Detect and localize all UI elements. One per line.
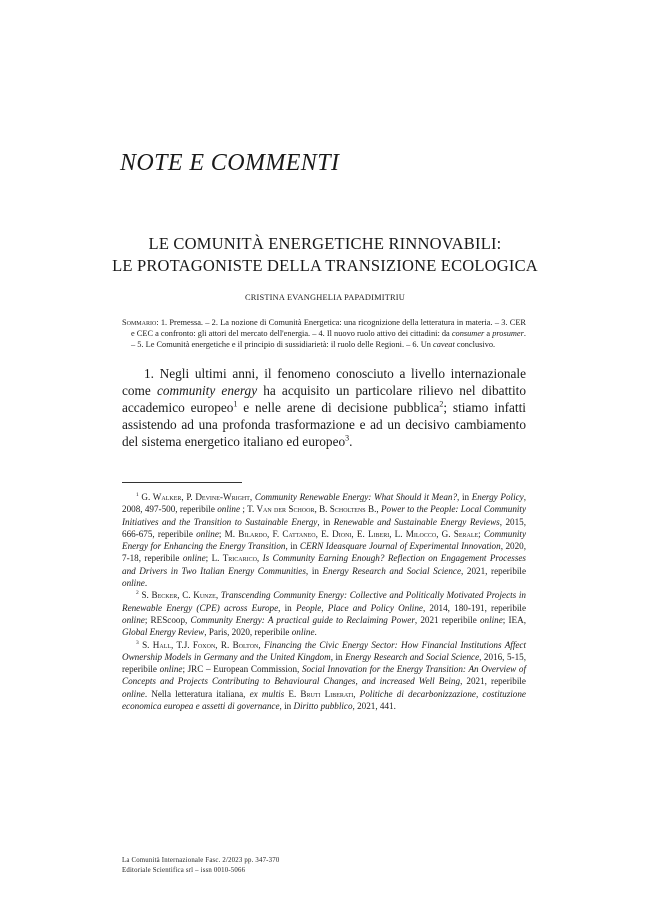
footnotes bbox=[122, 491, 526, 712]
article-title-line-2: LE PROTAGONISTE DELLA TRANSIZIONE ECOLOGICA bbox=[112, 256, 538, 275]
page-footer bbox=[122, 856, 279, 876]
publisher-line: Editoriale Scientifica srl – issn 0010-5066 bbox=[122, 867, 246, 874]
section-heading: NOTE E COMMENTI bbox=[120, 150, 340, 176]
summary-label: Sommario bbox=[122, 318, 157, 327]
body-paragraph: 1. Negli ultimi anni, il fenomeno conosciuto a livello internazionale come community energy ha acquisito un particolare rilievo nel dibattito accademico europeo$^1$ e nelle arene di decisione pubblica$^2$; stiamo infatti assistendo ad una profonda trasformazione e ad un decisivo cambiamento del sistema energetico italiano ed europeo$^3$. bbox=[122, 366, 527, 449]
footnote-separator bbox=[122, 482, 242, 483]
footnote-1: $^1$ G. Walker, P. Devine-Wright, Community Renewable Energy: What Should it Mean?, in Energy Policy, 2008, 497-500, reperibile online ; T. Van der Schoor, B. Scholtens B., Power to the People: Local Community Initiatives and the Transition to Sustainable Energy, in Renewable and Sustainable Energy Reviews, 2015, 666-675, reperibile online; M. Bilardo, F. Cattaneo, E. Dioni, E. Liberi, L. Milocco, G. Serale; Community Energy for Enhancing the Energy Transition, in CERN Ideasquare Journal of Experimental Innovation, 2020, 7-18, reperibile online; L. Tricarico, Is Community Earning Enough? Reflection on Engagement Processes and Drivers in Two Italian Energy Communities, in Energy Research and Social Science, 2021, reperibile online. bbox=[122, 491, 527, 589]
journal-citation: La Comunità Internazionale Fasc. 2/2023 pp. 347-370 bbox=[122, 857, 280, 864]
article-title bbox=[110, 233, 540, 277]
footnote-ref-2[interactable]: 2 bbox=[439, 399, 444, 409]
footnote-3: $^3$ S. Hall, T.J. Foxon, R. Bolton, Financing the Civic Energy Sector: How Financial Institutions Affect Ownership Models in Germany and the United Kingdom, in Energy Research and Social Science, 2016, 5-15, reperibile online; JRC – European Commission, Social Innovation for the Energy Transition: An Overview of Concepts and Projects Contributing to Behavioural Changes, and increased Well Being, 2021, reperibile online. Nella letteratura italiana, ex multis E. Bruti Liberati, Politiche di decarbonizzazione, costituzione economica europea e assetti di governance, in Diritto pubblico, 2021, 441. bbox=[122, 639, 526, 712]
footnote-ref-1[interactable]: 1 bbox=[233, 399, 238, 409]
author-name: CRISTINA EVANGHELIA PAPADIMITRIU bbox=[244, 293, 406, 302]
summary: Sommario: 1. Premessa. – 2. La nozione di Comunità Energetica: una ricognizione della letteratura in materia. – 3. CER e CEC a confronto: gli attori del mercato dell'energia. – 4. Il nuovo ruolo attivo dei cittadini: da consumer a prosumer. – 5. Le Comunità energetiche e il principio di sussidiarietà: il ruolo delle Regioni. – 6. Un caveat conclusivo. bbox=[122, 318, 526, 350]
article-title-line-1: LE COMUNITÀ ENERGETICHE RINNOVABILI: bbox=[148, 234, 502, 253]
footnote-2: $^2$ S. Becker, C. Kunze, Transcending Community Energy: Collective and Politically Motivated Projects in Renewable Energy (CPE) across Europe, in People, Place and Policy Online, 2014, 180-191, reperibile online; REScoop, Community Energy: A practical guide to Reclaiming Power, 2021 reperibile online; IEA, Global Energy Review, Paris, 2020, reperibile online. bbox=[122, 590, 527, 638]
footnote-ref-3[interactable]: 3 bbox=[345, 433, 350, 443]
